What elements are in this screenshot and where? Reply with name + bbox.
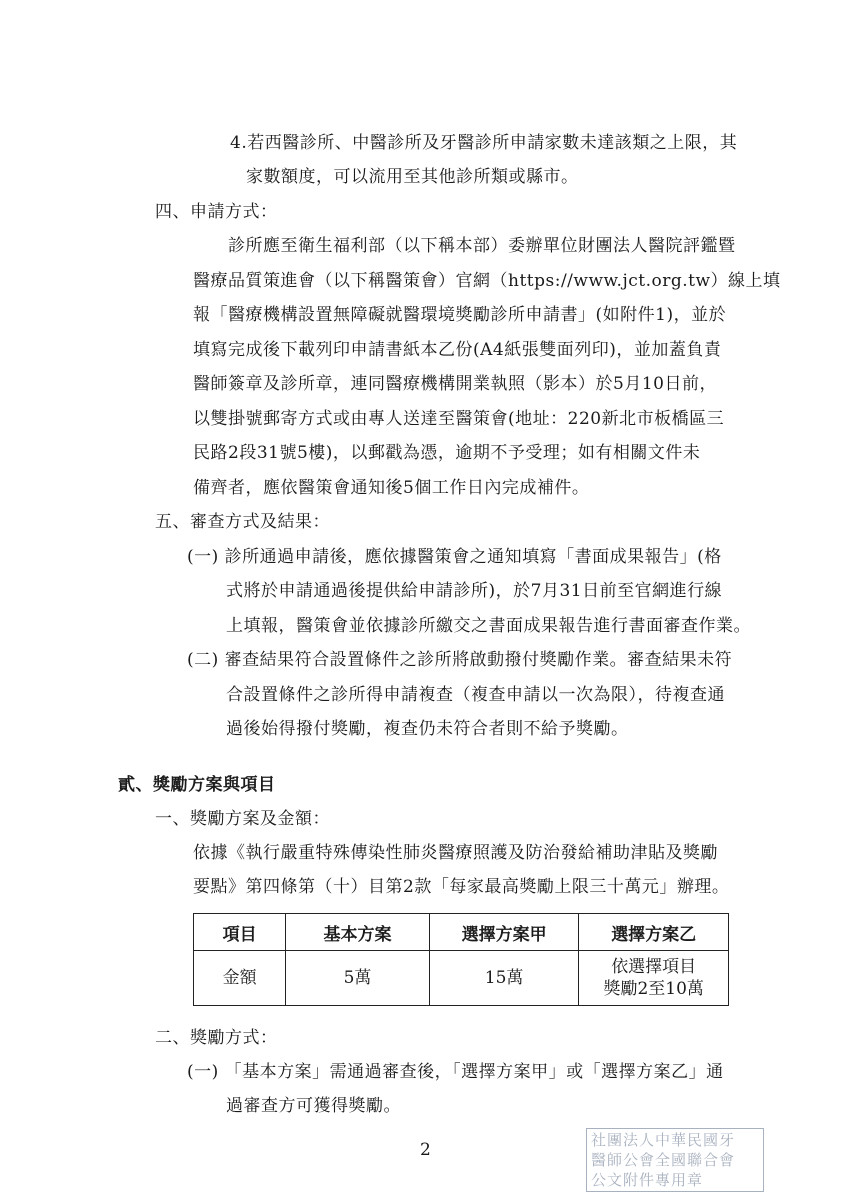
header-basic: 基本方案	[286, 914, 430, 951]
official-stamp	[586, 1128, 764, 1192]
para-line: 報「醫療機構設置無障礙就醫環境獎勵診所申請書」(如附件1)，並於	[193, 305, 727, 325]
para-line: 家數額度，可以流用至其他診所類或縣市。	[246, 167, 579, 187]
header-plan-b: 選擇方案乙	[579, 914, 729, 951]
stamp-line: 醫師公會全國聯合會	[591, 1151, 736, 1169]
para-line: 合設置條件之診所得申請複查（複查申請以一次為限），待複查通	[226, 685, 725, 705]
para-line: 診所應至衛生福利部（以下稱本部）委辦單位財團法人醫院評鑑暨	[228, 236, 736, 256]
para-line: 式將於申請通過後提供給申請診所)，於7月31日前至官網進行線	[226, 581, 723, 601]
cell-plan-a: 15萬	[429, 951, 579, 1006]
para-line: 民路2段31號5樓)，以郵戳為憑，逾期不予受理；如有相關文件未	[193, 443, 701, 463]
section-heading: 一、獎勵方案及金額：	[155, 809, 330, 829]
section-heading: 五、審查方式及結果：	[155, 512, 330, 532]
section-heading: 四、申請方式：	[155, 202, 278, 222]
stamp-line: 公文附件專用章	[591, 1171, 704, 1189]
para-line: 依據《執行嚴重特殊傳染性肺炎醫療照護及防治發給補助津貼及獎勵	[193, 843, 718, 863]
table-header-row	[194, 914, 729, 951]
stamp-line: 社團法人中華民國牙	[591, 1131, 736, 1149]
page-number: 2	[420, 1140, 431, 1160]
award-table	[193, 913, 729, 1006]
chapter-heading: 貳、獎勵方案與項目	[118, 775, 276, 795]
cell-plan-b	[579, 951, 729, 1006]
para-line: 過審查方可獲得獎勵。	[226, 1096, 401, 1116]
cell-basic: 5萬	[286, 951, 430, 1006]
row-label: 金額	[194, 951, 286, 1006]
header-plan-a: 選擇方案甲	[429, 914, 579, 951]
para-line: 要點》第四條第（十）目第2款「每家最高獎勵上限三十萬元」辦理。	[193, 877, 730, 897]
para-line: 醫療品質策進會（以下稱醫策會）官網（https://www.jct.org.tw）線上填	[193, 271, 781, 291]
para-line: 填寫完成後下載列印申請書紙本乙份(A4紙張雙面列印)，並加蓋負責	[193, 340, 722, 360]
header-item: 項目	[194, 914, 286, 951]
para-line: 上填報，醫策會並依據診所繳交之書面成果報告進行書面審查作業。	[226, 616, 751, 636]
para-line: (二) 審查結果符合設置條件之診所將啟動撥付獎勵作業。審查結果未符	[187, 650, 733, 670]
cell-plan-b-line2: 獎勵2至10萬	[603, 979, 704, 999]
para-line: 4.若西醫診所、中醫診所及牙醫診所申請家數未達該類之上限，其	[230, 133, 738, 153]
para-line: 備齊者，應依醫策會通知後5個工作日內完成補件。	[193, 478, 590, 498]
para-line: 醫師簽章及診所章，連同醫療機構開業執照（影本）於5月10日前，	[193, 374, 717, 394]
table-row	[194, 951, 729, 1006]
para-line: (一) 診所通過申請後，應依據醫策會之通知填寫「書面成果報告」(格	[187, 547, 722, 567]
para-line: (一) 「基本方案」需通過審查後，「選擇方案甲」或「選擇方案乙」通	[187, 1062, 724, 1082]
cell-plan-b-line1: 依選擇項目	[611, 957, 697, 977]
para-line: 以雙掛號郵寄方式或由專人送達至醫策會(地址：220新北市板橋區三	[193, 409, 725, 429]
section-heading: 二、獎勵方式：	[155, 1028, 278, 1048]
para-line: 過後始得撥付獎勵，複查仍未符合者則不給予獎勵。	[226, 719, 629, 739]
